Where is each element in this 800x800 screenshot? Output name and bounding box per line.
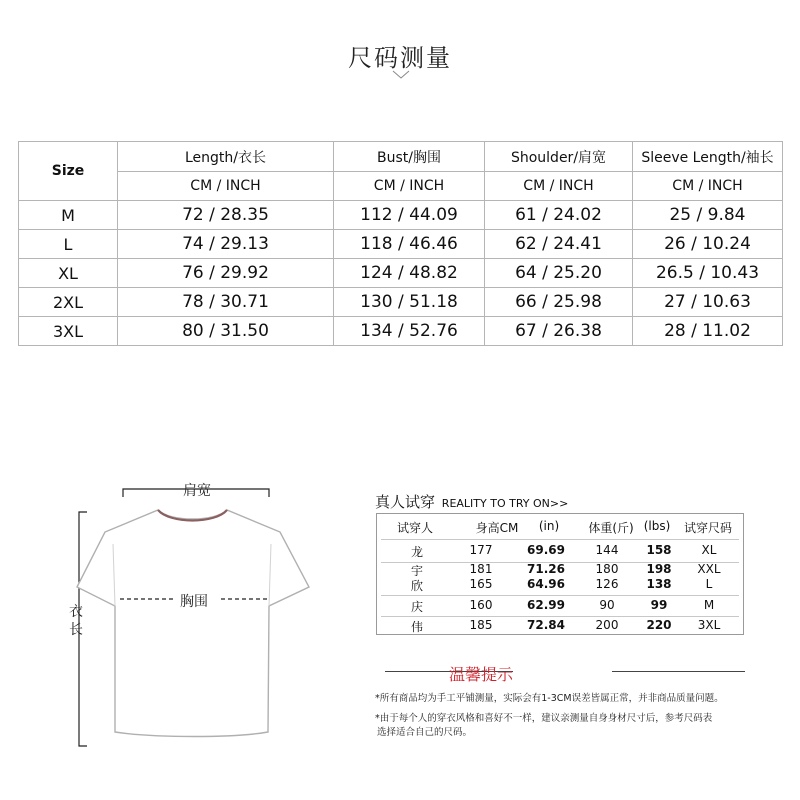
table-cell: 130 / 51.18 xyxy=(334,288,485,317)
size-label: 3XL xyxy=(19,317,118,346)
tryon-height-cm: 160 xyxy=(469,598,493,612)
table-cell: 80 / 31.50 xyxy=(118,317,334,346)
size-header: Size xyxy=(19,142,118,201)
tryon-weight-jin: 126 xyxy=(595,577,619,591)
tryon-row xyxy=(381,618,739,636)
bust-label: 胸围 xyxy=(180,594,208,610)
tryon-header: 身高CM xyxy=(475,521,519,535)
size-label: XL xyxy=(19,259,118,288)
tryon-header: (in) xyxy=(538,519,560,533)
page-title: 尺码测量 xyxy=(348,44,452,72)
size-label: L xyxy=(19,230,118,259)
tryon-height-in: 62.99 xyxy=(527,598,565,612)
tryon-name: 伟 xyxy=(410,620,423,634)
unit-label: CM / INCH xyxy=(633,172,783,201)
tryon-header: 试穿人 xyxy=(396,521,433,535)
tryon-weight-jin: 180 xyxy=(595,562,619,576)
tryon-weight-jin: 200 xyxy=(595,618,619,632)
table-cell: 134 / 52.76 xyxy=(334,317,485,346)
table-row xyxy=(19,288,783,317)
tryon-height-in: 72.84 xyxy=(527,618,565,632)
tryon-name: 宇 xyxy=(410,564,423,578)
tryon-size: L xyxy=(705,577,713,591)
row-divider xyxy=(381,539,739,540)
tryon-row xyxy=(381,577,739,595)
tryon-size: M xyxy=(703,598,715,612)
column-header-sleeve: Sleeve Length/袖长 xyxy=(633,142,783,172)
row-divider xyxy=(381,595,739,596)
tryon-title xyxy=(375,491,568,512)
tryon-size: XXL xyxy=(697,562,721,576)
tryon-name: 庆 xyxy=(410,600,423,614)
unit-label: CM / INCH xyxy=(485,172,633,201)
table-cell: 27 / 10.63 xyxy=(633,288,783,317)
tryon-row xyxy=(381,598,739,616)
table-cell: 26 / 10.24 xyxy=(633,230,783,259)
table-cell: 64 / 25.20 xyxy=(485,259,633,288)
table-cell: 74 / 29.13 xyxy=(118,230,334,259)
tryon-size: 3XL xyxy=(697,618,721,632)
tryon-height-in: 64.96 xyxy=(527,577,565,591)
table-row xyxy=(19,230,783,259)
tryon-header: 体重(斤) xyxy=(588,521,634,535)
unit-label: CM / INCH xyxy=(334,172,485,201)
table-cell: 118 / 46.46 xyxy=(334,230,485,259)
tryon-weight-jin: 144 xyxy=(595,543,619,557)
column-header-length: Length/衣长 xyxy=(118,142,334,172)
table-cell: 67 / 26.38 xyxy=(485,317,633,346)
table-cell: 72 / 28.35 xyxy=(118,201,334,230)
tryon-height-in: 69.69 xyxy=(527,543,565,557)
chevron-down-icon xyxy=(392,70,410,79)
table-cell: 25 / 9.84 xyxy=(633,201,783,230)
shoulder-label: 肩宽 xyxy=(183,483,211,499)
table-cell: 26.5 / 10.43 xyxy=(633,259,783,288)
table-cell: 78 / 30.71 xyxy=(118,288,334,317)
tryon-row xyxy=(381,543,739,561)
table-cell: 76 / 29.92 xyxy=(118,259,334,288)
tryon-header-row xyxy=(381,519,739,537)
tryon-name: 龙 xyxy=(410,545,423,559)
column-header-bust: Bust/胸围 xyxy=(334,142,485,172)
tryon-name: 欣 xyxy=(410,579,423,593)
tryon-weight-lbs: 220 xyxy=(646,618,672,632)
tryon-weight-lbs: 158 xyxy=(646,543,672,557)
tryon-height-cm: 185 xyxy=(469,618,493,632)
tryon-header: (lbs) xyxy=(643,519,671,533)
size-label: M xyxy=(19,201,118,230)
table-cell: 28 / 11.02 xyxy=(633,317,783,346)
unit-label: CM / INCH xyxy=(118,172,334,201)
tryon-size: XL xyxy=(701,543,717,557)
table-cell: 66 / 25.98 xyxy=(485,288,633,317)
tryon-weight-lbs: 138 xyxy=(646,577,672,591)
tryon-table xyxy=(376,513,744,635)
table-row xyxy=(19,317,783,346)
tryon-height-cm: 181 xyxy=(469,562,493,576)
notice-line-3: 选择适合自己的尺码。 xyxy=(377,727,473,738)
size-label: 2XL xyxy=(19,288,118,317)
tryon-title-text: 真人试穿 xyxy=(375,493,436,511)
size-chart-table xyxy=(18,141,783,346)
tryon-weight-jin: 90 xyxy=(599,598,615,612)
table-cell: 112 / 44.09 xyxy=(334,201,485,230)
table-cell: 61 / 24.02 xyxy=(485,201,633,230)
table-cell: 124 / 48.82 xyxy=(334,259,485,288)
notice-line-2: *由于每个人的穿衣风格和喜好不一样，建议亲测量自身身材尺寸后，参考尺码表 xyxy=(375,713,713,724)
table-row xyxy=(19,201,783,230)
tryon-header: 试穿尺码 xyxy=(683,521,732,535)
tryon-weight-lbs: 99 xyxy=(650,598,668,612)
column-header-shoulder: Shoulder/肩宽 xyxy=(485,142,633,172)
notice-line-1: *所有商品均为手工平铺测量，实际会有1-3CM误差皆属正常，并非商品质量问题。 xyxy=(375,693,724,704)
tryon-height-cm: 177 xyxy=(469,543,493,557)
row-divider xyxy=(381,616,739,617)
notice-title: 温馨提示 xyxy=(448,665,513,684)
length-label: 衣长 xyxy=(69,604,83,638)
table-cell: 62 / 24.41 xyxy=(485,230,633,259)
tryon-subtitle: REALITY TO TRY ON>> xyxy=(441,497,569,510)
tshirt-diagram xyxy=(55,470,335,760)
tryon-height-in: 71.26 xyxy=(527,562,565,576)
tryon-weight-lbs: 198 xyxy=(646,562,672,576)
table-row xyxy=(19,259,783,288)
tryon-height-cm: 165 xyxy=(469,577,493,591)
